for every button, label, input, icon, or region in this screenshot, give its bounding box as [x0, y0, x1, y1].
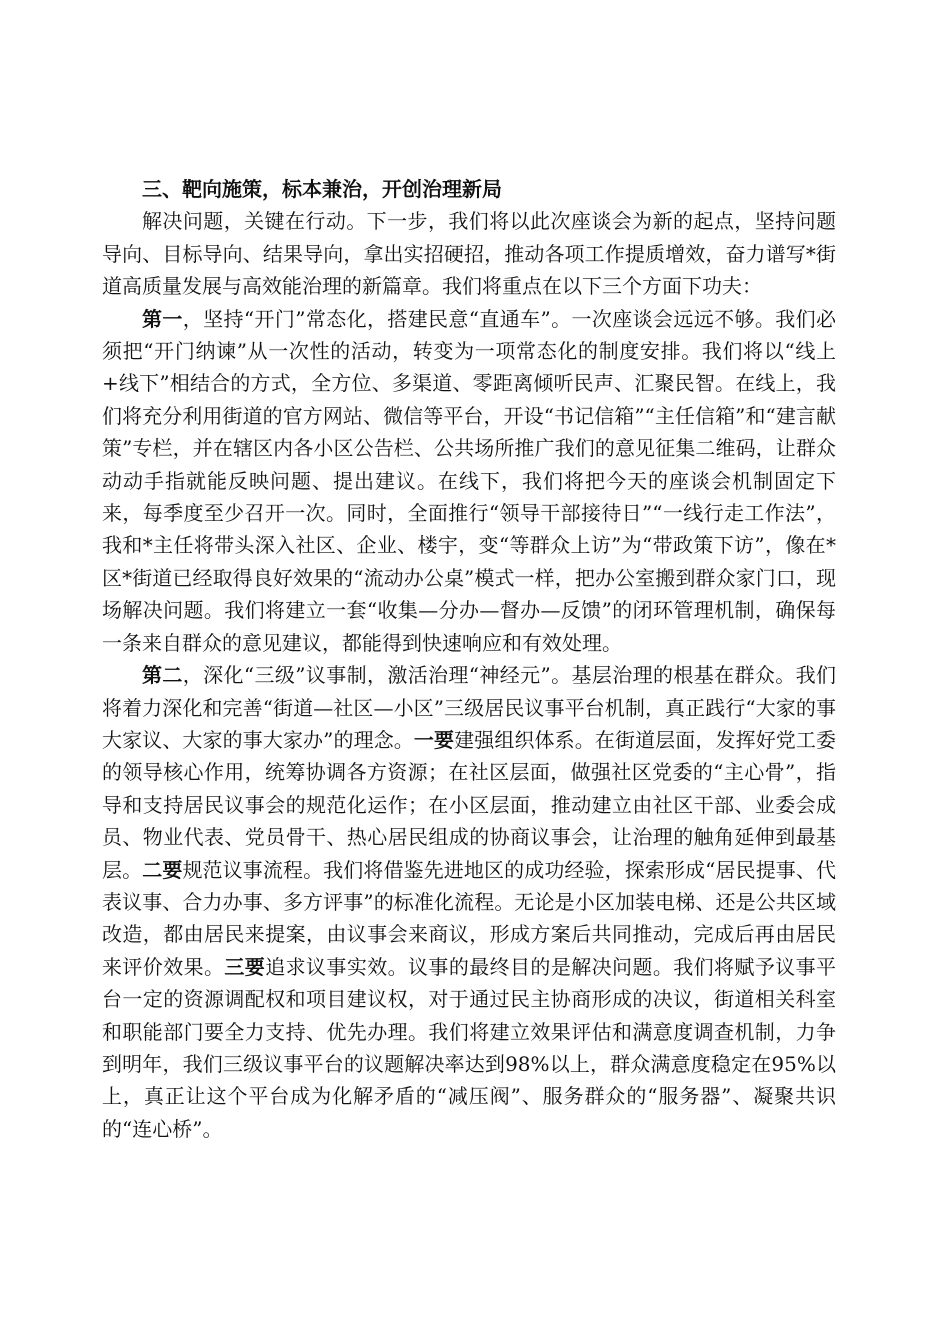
first-point-lead: 第一 [142, 306, 183, 331]
intro-paragraph: 解决问题，关键在行动。下一步，我们将以此次座谈会为新的起点，坚持问题导向、目标导向、结果导向，拿出实招硬招，推动各项工作提质增效，奋力谱写*街道高质量发展与高效能治理的新篇章。我们将重点在以下三个方面下功夫： [102, 209, 836, 299]
second-point-er-lead: 二要 [142, 857, 183, 882]
second-point-san-lead: 三要 [224, 954, 266, 979]
document-body [102, 173, 836, 1145]
second-point-text-c: 规范议事流程。我们将借鉴先进地区的成功经验，探索形成“居民提事、代表议事、合力办事、多方评事”的标准化流程。无论是小区加装电梯、还是公共区域改造，都由居民来提案，由议事会来商议，形成方案后共同推动，完成后再由居民来评价效果。 [102, 857, 837, 979]
second-point-text-d: 追求议事实效。议事的最终目的是解决问题。我们将赋予议事平台一定的资源调配权和项目建议权，对于通过民主协商形成的决议，街道相关科室和职能部门要全力支持、优先办理。我们将建立效果评估和满意度调查机制，力争到明年，我们三级议事平台的议题解决率达到98%以上，群众满意度稳定在95%以上，真正让这个平台成为化解矛盾的“减压阀”、服务群众的“服务器”、凝聚共识的“连心桥”。 [102, 954, 837, 1141]
second-point-text-b: 建强组织体系。在街道层面，发挥好党工委的领导核心作用，统筹协调各方资源；在社区层面，做强社区党委的“主心骨”，指导和支持居民议事会的规范化运作；在小区层面，推动建立由社区干部、业委会成员、物业代表、党员骨干、热心居民组成的协商议事会，让治理的触角延伸到最基层。 [102, 727, 837, 882]
first-point-paragraph [102, 303, 836, 659]
second-point-lead: 第二 [142, 663, 183, 688]
second-point-yi-lead: 一要 [413, 727, 455, 752]
first-point-text: ，坚持“开门”常态化，搭建民意“直通车”。一次座谈会远远不够。我们必须把“开门纳谏”从一次性的活动，转变为一项常态化的制度安排。我们将以“线上+线下”相结合的方式，全方位、多渠道、零距离倾听民声、汇聚民智。在线上，我们将充分利用街道的官方网站、微信等平台，开设“书记信箱”“主任信箱”和“建言献策”专栏，并在辖区内各小区公告栏、公共场所推广我们的意见征集二维码，让群众动动手指就能反映问题、提出建议。在线下，我们将把今天的座谈会机制固定下来，每季度至少召开一次。同时，全面推行“领导干部接待日”“一线行走工作法”，我和*主任将带头深入社区、企业、楼宇，变“等群众上访”为“带政策下访”，像在*区*街道已经取得良好效果的“流动办公桌”模式一样，把办公室搬到群众家门口，现场解决问题。我们将建立一套“收集—分办—督办—反馈”的闭环管理机制，确保每一条来自群众的意见建议，都能得到快速响应和有效处理。 [102, 306, 836, 655]
second-point-paragraph [102, 659, 836, 1145]
second-point-text-a: ，深化“三级”议事制，激活治理“神经元”。基层治理的根基在群众。我们将着力深化和完善“街道—社区—小区”三级居民议事平台机制，真正践行“大家的事大家议、大家的事大家办”的理念。 [102, 663, 836, 752]
section-heading: 三、靶向施策，标本兼治，开创治理新局 [142, 177, 502, 201]
